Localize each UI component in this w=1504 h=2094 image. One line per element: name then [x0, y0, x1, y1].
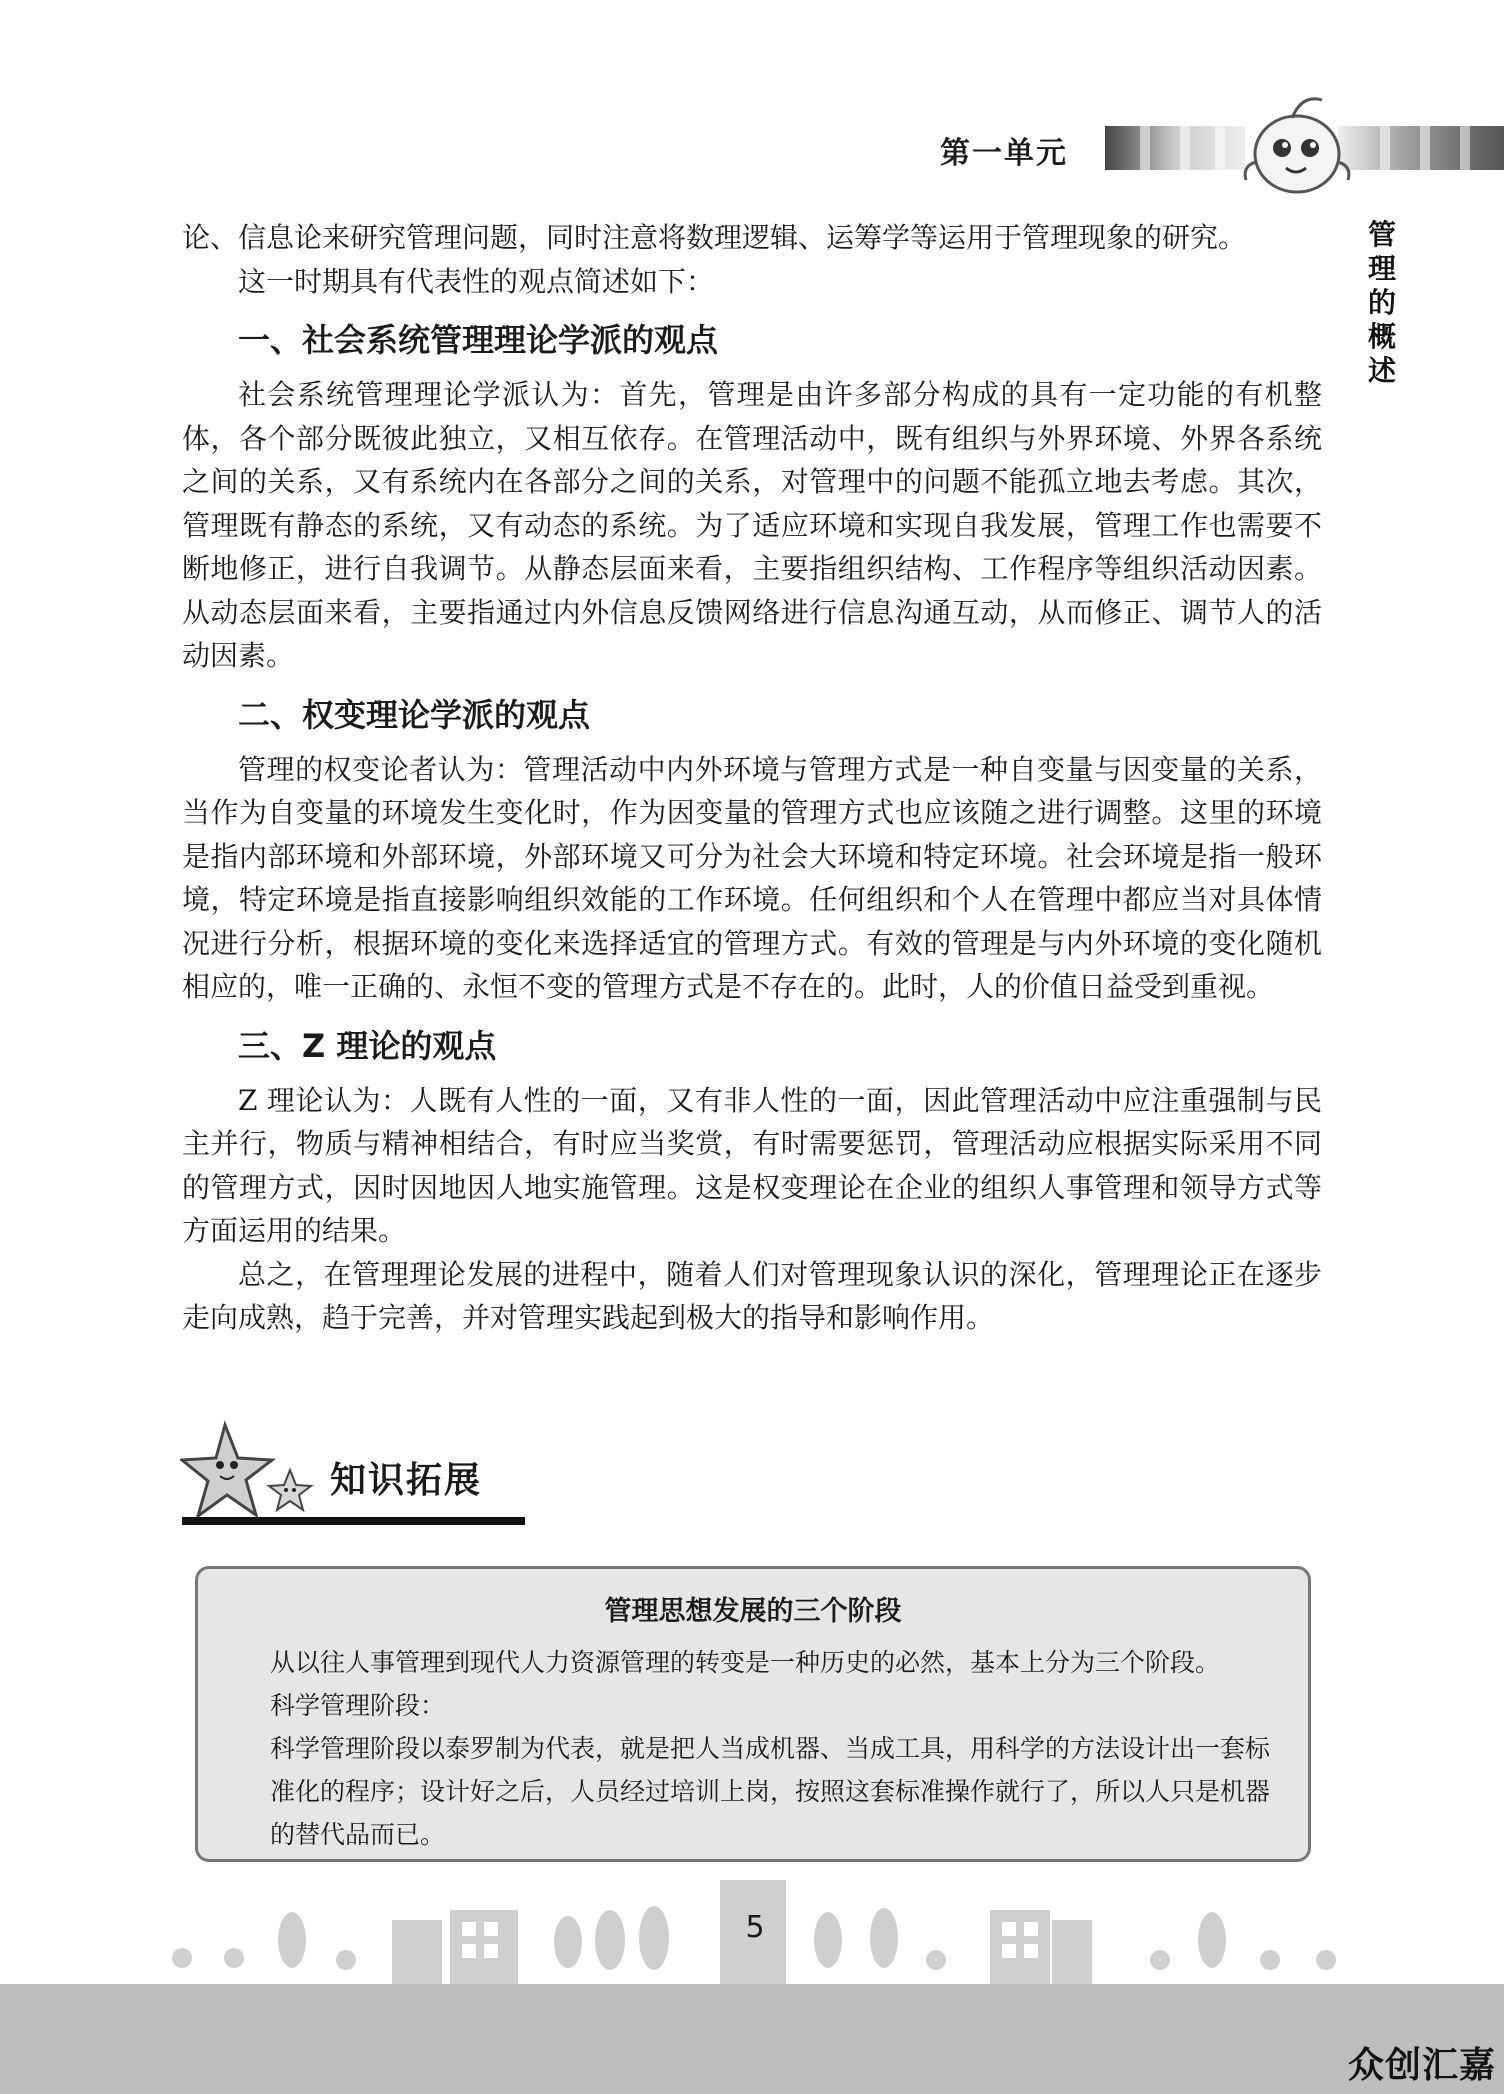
header-bar-stripe: [1380, 126, 1390, 170]
banner-underline: [182, 1517, 525, 1525]
section-heading: 三、Z 理论的观点: [238, 1026, 497, 1065]
section-paragraph: 社会系统管理理论学派认为：首先，管理是由许多部分构成的具有一定功能的有机整体，各个部分既彼此独立，又相互依存。在管理活动中，既有组织与外界环境、外界各系统之间的关系，又有系统内在各部分之间的关系，对管理中的问题不能孤立地去考虑。其次，管理既有静态的系统，又有动态的系统。为了适应环境和实现自我发展，管理工作也需要不断地修正，进行自我调节。从静态层面来看，主要指组织结构、工作程序等组织活动因素。从动态层面来看，主要指通过内外信息反馈网络进行信息沟通互动，从而修正、调节人的活动因素。: [182, 378, 1322, 672]
section-heading: 一、社会系统管理理论学派的观点: [238, 321, 719, 359]
footer-ground: [0, 1984, 1504, 2094]
header-bar-stripe: [1460, 126, 1470, 170]
intro-lead: 这一时期具有代表性的观点简述如下：: [238, 264, 715, 298]
header-bar-stripe: [1215, 126, 1225, 170]
knowledge-line: 科学管理阶段以泰罗制为代表，就是把人当成机器、当成工具，用科学的方法设计出一套标准化的程序；设计好之后，人员经过培训上岗，按照这套标准操作就行了，所以人只是机器的替代品而已。: [270, 1734, 1271, 1849]
knowledge-box-body: [270, 1641, 1284, 1856]
header-bar-stripe: [1140, 126, 1150, 170]
knowledge-box-title: 管理思想发展的三个阶段: [604, 1596, 902, 1627]
mascot-icon: [1232, 92, 1362, 202]
section-paragraph: 管理的权变论者认为：管理活动中内外环境与管理方式是一种自变量与因变量的关系，当作为自变量的环境发生变化时，作为因变量的管理方式也应该随之进行调整。这里的环境是指内部环境和外部环境，外部环境又可分为社会大环境和特定环境。社会环境是指一般环境，特定环境是指直接影响组织效能的工作环境。任何组织和个人在管理中都应当对具体情况进行分析，根据环境的变化来选择适宜的管理方式。有效的管理是与内外环境的变化随机相应的，唯一正确的、永恒不变的管理方式是不存在的。此时，人的价值日益受到重视。: [182, 752, 1322, 1003]
knowledge-line: 科学管理阶段：: [270, 1691, 446, 1720]
unit-title: 第一单元: [940, 136, 1068, 171]
knowledge-line: 从以往人事管理到现代人力资源管理的转变是一种历史的必然，基本上分为三个阶段。: [270, 1648, 1221, 1677]
intro-continuation: 论、信息论来研究管理问题，同时注意将数理逻辑、运筹学等运用于管理现象的研究。: [182, 221, 1247, 254]
knowledge-box: [195, 1566, 1311, 1862]
watermark: 众创汇嘉: [1347, 2045, 1496, 2086]
section-heading: 二、权变理论学派的观点: [238, 695, 591, 734]
header-bar-stripe: [1180, 126, 1190, 170]
section-paragraph: 总之，在管理理论发展的进程中，随着人们对管理现象认识的深化，管理理论正在逐步走向成熟，趋于完善，并对管理实践起到极大的指导和影响作用。: [182, 1257, 1322, 1334]
section-paragraph: Z 理论认为：人既有人性的一面，又有非人性的一面，因此管理活动中应注重强制与民主并行，物质与精神相结合，有时应当奖赏，有时需要惩罚，管理活动应根据实际采用不同的管理方式，因时因地因人地实施管理。这是权变理论在企业的组织人事管理和领导方式等方面运用的结果。: [182, 1083, 1322, 1247]
knowledge-banner-title: 知识拓展: [330, 1460, 483, 1501]
main-content: [182, 216, 1322, 1340]
side-chapter-tag: 管理的概述: [1367, 218, 1396, 387]
header-bar-stripe: [1420, 126, 1430, 170]
page-number: 5: [745, 1910, 765, 1945]
